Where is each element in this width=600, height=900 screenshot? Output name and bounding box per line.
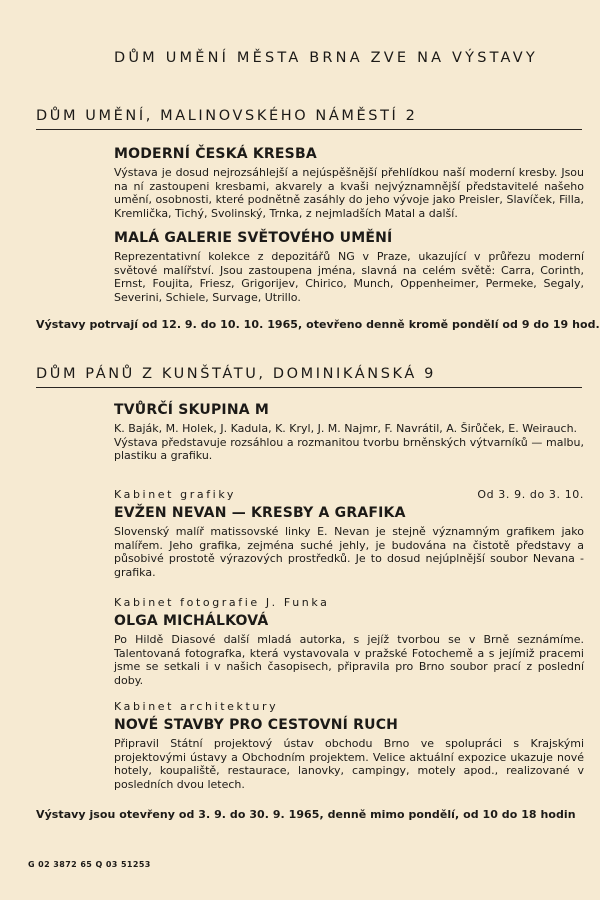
exhibition-title: OLGA MICHÁLKOVÁ [114,613,269,629]
venue-opening-dates: Výstavy potrvají od 12. 9. do 10. 10. 1965, otevřeno denně kromě pondělí od 9 do 19 hod. [36,318,600,331]
exhibition-description: Slovenský malíř matissovské linky E. Nevan je stejně významným grafikem jako malířem. Jeho grafika, zejména suché jehly, je budována na čistotě představy a působivé prostotě výrazových prostředků. Je to dosud nejúplnější soubor Nevana - grafika. [114,525,584,579]
section-row [114,488,584,501]
exhibition-tvurci-skupina [114,402,584,463]
exhibition-description: Výstava je dosud nejrozsáhlejší a nejúspěšnější přehlídkou naší moderní kresby. Jsou na ní zastoupeni kresbami, akvarely a kvaši nejvýznamnější představitelé našeho umění, osobnosti, které podnětně zasáhly do jeho vývoje jako Preisler, Slavíček, Filla, Kremlička, Tichý, Svolinský, Trnka, z nejmladších Matal a další. [114,166,584,220]
section-dates: Od 3. 9. do 3. 10. [477,488,584,501]
exhibition-title: MALÁ GALERIE SVĚTOVÉHO UMĚNÍ [114,230,393,246]
exhibition-nove-stavby [114,700,584,791]
print-code: G 02 3872 65 Q 03 51253 [28,860,151,869]
exhibition-description: Výstava představuje rozsáhlou a rozmanitou tvorbu brněnských výtvarníků — malbu, plastiku a grafiku. [114,435,584,462]
section-label: Kabinet fotografie J. Funka [114,596,330,609]
exhibition-mala-galerie [114,230,584,304]
exhibition-members: K. Baják, M. Holek, J. Kadula, K. Kryl, J. M. Najmr, F. Navrátil, A. Širůček, E. Weirauch. [114,422,578,435]
exhibition-michalkova [114,596,584,687]
exhibition-title: MODERNÍ ČESKÁ KRESBA [114,146,317,162]
section-label: Kabinet architektury [114,700,279,713]
exhibition-description: Reprezentativní kolekce z depozitářů NG v Praze, ukazující v průřezu moderní světové malířství. Jsou zastoupena jména, slavná na celém světě: Carra, Corinth, Ernst, Foujita, Friesz, Grigorijev, Chirico, Munch, Oppenheimer, Permeke, Segaly, Severini, Schiele, Survage, Utrillo. [114,250,584,304]
venue-opening-dates: Výstavy jsou otevřeny od 3. 9. do 30. 9. 1965, denně mimo pondělí, od 10 do 18 hodin [36,808,576,821]
venue-heading-dum-umeni: DŮM UMĚNÍ, MALINOVSKÉHO NÁMĚSTÍ 2 [36,108,582,130]
exhibition-description: Připravil Státní projektový ústav obchodu Brno ve spolupráci s Krajskými projektovými ústavy a Obchodním projektem. Velice aktuální expozice ukazuje nové hotely, koupaliště, restaurace, lanovky, campingy, motely apod., realizované v posledních dvou letech. [114,737,584,791]
exhibition-nevan [114,488,584,579]
exhibition-title: EVŽEN NEVAN — KRESBY A GRAFIKA [114,505,406,521]
venue-heading-dum-panu-z-kunstatu: DŮM PÁNŮ Z KUNŠTÁTU, DOMINIKÁNSKÁ 9 [36,366,582,388]
main-title: DŮM UMĚNÍ MĚSTA BRNA ZVE NA VÝSTAVY [114,50,538,66]
exhibition-description: Po Hildě Diasové další mladá autorka, s jejíž tvorbou se v Brně seznámíme. Talentovaná fotografka, která vystavovala v pražské Fotochemě a s jejímiž pracemi jsme se setkali i v našich časopisech, připravila pro Brno soubor prací z poslední doby. [114,633,584,687]
exhibition-title: NOVÉ STAVBY PRO CESTOVNÍ RUCH [114,717,399,733]
exhibition-title: TVŮRČÍ SKUPINA M [114,402,269,418]
exhibition-moderni-ceska-kresba [114,146,584,220]
section-label: Kabinet grafiky [114,488,237,501]
